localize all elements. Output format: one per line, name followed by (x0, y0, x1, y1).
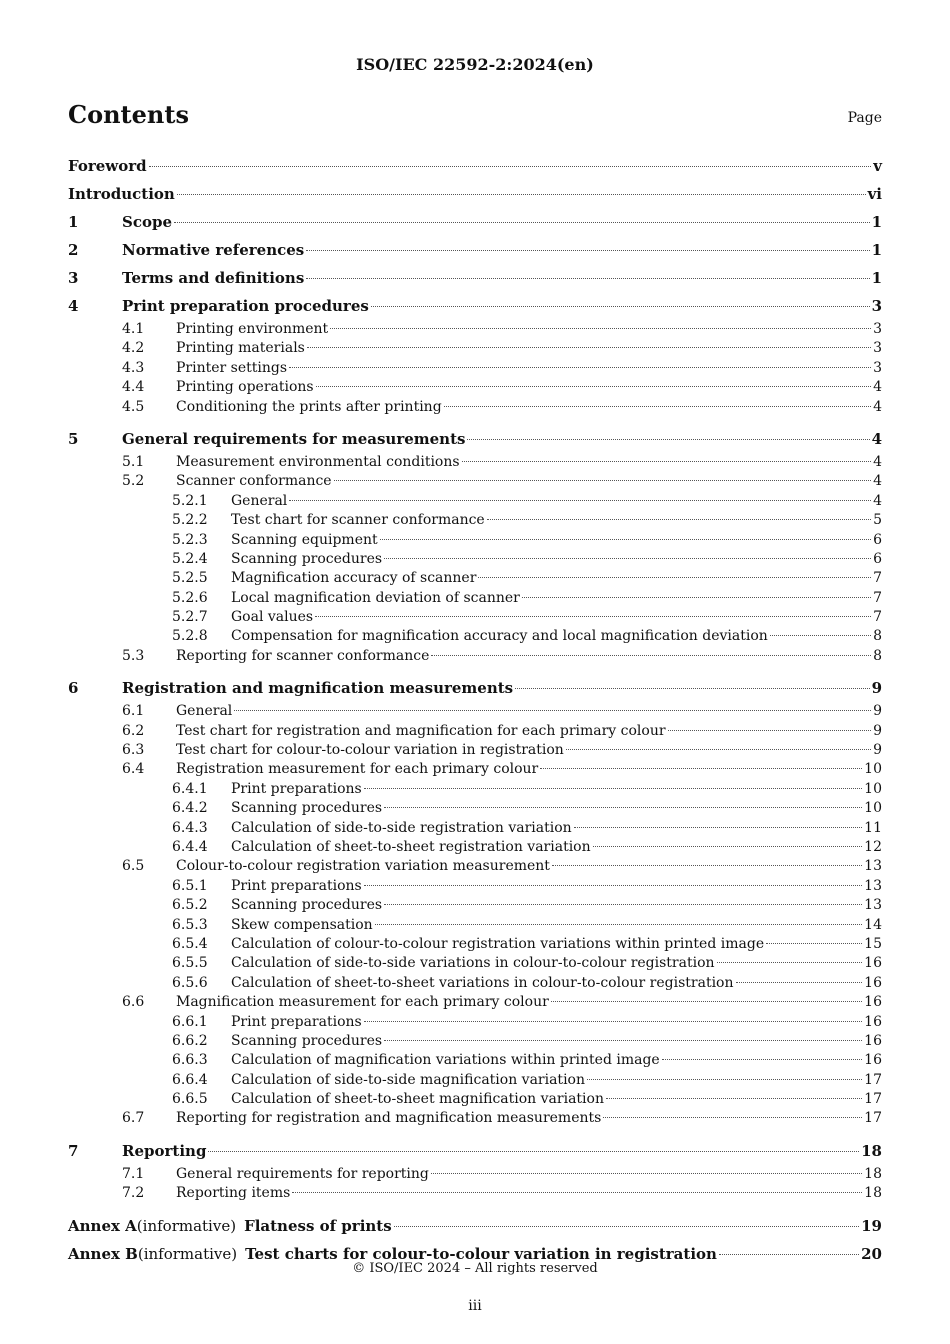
toc-entry[interactable] (68, 339, 882, 358)
toc-entry-title: Printing environment (176, 321, 329, 337)
dot-leader (587, 1079, 862, 1080)
toc-entry[interactable] (68, 819, 882, 838)
toc-entry-title: Conditioning the prints after printing (176, 398, 442, 415)
dot-leader (717, 962, 863, 963)
toc-entry-page: 16 (864, 955, 882, 972)
dot-leader (289, 500, 871, 501)
toc-entry-number: 5.2.6 (172, 589, 208, 606)
toc-entry-title: Calculation of sheet-to-sheet variations in colour-to-colour registration (231, 974, 734, 991)
dot-leader (515, 688, 869, 689)
toc-entry-title: Flatness of prints (244, 1216, 392, 1235)
toc-entry[interactable] (68, 236, 882, 264)
toc-entry-number: 5.2.7 (172, 609, 208, 626)
toc-entry-page: 4 (873, 453, 882, 470)
dot-leader (444, 406, 871, 407)
toc-entry[interactable] (68, 780, 882, 799)
dot-leader (593, 846, 863, 847)
toc-entry-page: 13 (864, 858, 882, 875)
toc-entry-number: 6.4.1 (172, 780, 208, 797)
dot-leader (364, 885, 862, 886)
dot-leader (380, 539, 871, 540)
copyright-footer: © ISO/IEC 2024 – All rights reserved (352, 1261, 598, 1276)
section-gap (68, 1204, 882, 1212)
toc-entry-title: Scanner conformance (176, 473, 332, 490)
dot-leader (736, 982, 863, 983)
dot-leader (431, 1173, 862, 1174)
dot-leader (208, 1151, 859, 1152)
toc-entry-number: 7.1 (122, 1165, 145, 1182)
toc-entry-page: 4 (871, 429, 882, 448)
table-of-contents (68, 152, 882, 1268)
toc-entry-number: 4.1 (122, 321, 145, 337)
toc-entry-title: Calculation of side-to-side magnification variation (231, 1071, 585, 1088)
toc-entry-page: 9 (871, 679, 882, 698)
toc-entry-page: 10 (864, 780, 882, 797)
toc-entry-title: Measurement environmental conditions (176, 453, 460, 470)
toc-entry-title: Print preparations (231, 1013, 362, 1030)
toc-entry[interactable] (68, 292, 882, 320)
toc-entry[interactable] (68, 569, 882, 588)
toc-entry[interactable] (68, 1090, 882, 1109)
toc-entry[interactable] (68, 589, 882, 608)
section-gap (68, 666, 882, 674)
toc-entry-title: Scanning procedures (231, 897, 383, 914)
dot-leader (487, 519, 871, 520)
toc-entry-title: Goal values (231, 609, 314, 626)
toc-entry-title: Reporting items (176, 1185, 291, 1202)
toc-entry-page: 8 (873, 647, 882, 664)
toc-entry[interactable] (68, 1212, 882, 1240)
dot-leader (384, 558, 871, 559)
dot-leader (315, 616, 871, 617)
toc-entry-number: 5 (68, 429, 79, 448)
toc-entry-page: 11 (864, 819, 882, 836)
toc-entry[interactable] (68, 647, 882, 666)
toc-entry-number: 6.5.2 (172, 897, 208, 914)
toc-entry-page: 17 (864, 1110, 882, 1127)
toc-entry[interactable] (68, 398, 882, 417)
toc-entry-page: 3 (871, 297, 882, 315)
toc-entry-number: 6.5.4 (172, 935, 208, 952)
toc-entry-page: 1 (871, 269, 882, 287)
toc-entry-page: 12 (864, 838, 882, 855)
toc-entry[interactable] (68, 1165, 882, 1184)
toc-entry-page: 6 (873, 531, 882, 548)
dot-leader (174, 222, 870, 223)
toc-entry-page: 10 (864, 800, 882, 817)
dot-leader (334, 480, 871, 481)
toc-entry[interactable] (68, 877, 882, 896)
toc-entry-number: 7.2 (122, 1185, 145, 1202)
dot-leader (307, 347, 871, 348)
toc-entry-page: 16 (864, 974, 882, 991)
dot-leader (234, 710, 871, 711)
toc-entry[interactable] (68, 838, 882, 857)
toc-entry-page: 4 (873, 379, 882, 396)
toc-entry-page: 4 (873, 473, 882, 490)
toc-entry-title: Compensation for magnification accuracy and local magnification deviation (231, 628, 768, 645)
toc-entry-page: 17 (864, 1071, 882, 1088)
toc-entry[interactable] (68, 1013, 882, 1032)
toc-entry-page: 17 (864, 1091, 882, 1108)
dot-leader (467, 439, 869, 440)
dot-leader (371, 306, 870, 307)
toc-entry-title: Calculation of sheet-to-sheet magnification variation (231, 1091, 604, 1108)
toc-entry[interactable] (68, 993, 882, 1012)
toc-entry-title: Calculation of colour-to-colour registration variations within printed image (231, 935, 765, 952)
section-gap (68, 417, 882, 425)
toc-entry-page: 3 (873, 340, 882, 357)
toc-entry[interactable] (68, 320, 882, 339)
toc-entry-number: 6.6.5 (172, 1091, 208, 1108)
toc-entry[interactable] (68, 180, 882, 208)
toc-entry[interactable] (68, 378, 882, 397)
toc-entry-title: Calculation of side-to-side variations in colour-to-colour registration (231, 955, 715, 972)
toc-entry-title: Magnification measurement for each primary colour (176, 994, 549, 1011)
dot-leader (566, 749, 871, 750)
toc-entry-page: 7 (873, 589, 882, 606)
toc-entry-number: 5.2 (122, 473, 145, 490)
toc-entry-page: vi (867, 185, 882, 203)
toc-entry[interactable] (68, 208, 882, 236)
toc-entry-page: 16 (864, 1032, 882, 1049)
toc-entry-title: Foreword (68, 157, 147, 175)
toc-entry-page: 13 (864, 877, 882, 894)
toc-entry[interactable] (68, 511, 882, 530)
toc-entry-number: 4.5 (122, 398, 145, 415)
toc-entry-page: 3 (873, 321, 882, 337)
dot-leader (551, 1001, 862, 1002)
toc-entry-page: 16 (864, 994, 882, 1011)
toc-entry-page: 5 (873, 512, 882, 529)
dot-leader (478, 577, 871, 578)
toc-entry-title: Calculation of magnification variations within printed image (231, 1052, 660, 1069)
toc-entry[interactable] (68, 722, 882, 741)
dot-leader (462, 461, 872, 462)
toc-entry-number: 6.6.4 (172, 1071, 208, 1088)
toc-entry-title: Test charts for colour-to-colour variation in registration (245, 1244, 717, 1263)
dot-leader (306, 250, 869, 251)
toc-entry-title: General requirements for measurements (122, 429, 466, 448)
toc-entry-number: 6.5 (122, 858, 145, 875)
toc-entry[interactable] (68, 359, 882, 378)
toc-entry-title: Registration measurement for each primary colour (176, 761, 539, 778)
toc-entry-number: 6.4.4 (172, 838, 208, 855)
toc-entry[interactable] (68, 1184, 882, 1203)
toc-entry-title: Calculation of sheet-to-sheet registration variation (231, 838, 591, 855)
toc-entry-number: 6.4.3 (172, 819, 208, 836)
toc-entry-title: Terms and definitions (122, 269, 305, 287)
toc-entry-number: 6.5.3 (172, 916, 208, 933)
toc-entry[interactable] (68, 425, 882, 453)
dot-leader (431, 655, 871, 656)
dot-leader (522, 597, 871, 598)
dot-leader (149, 166, 872, 167)
annex-label: Annex A (68, 1216, 137, 1235)
annex-note: (informative) (137, 1244, 238, 1263)
toc-entry-number: 4.4 (122, 379, 145, 396)
toc-entry[interactable] (68, 550, 882, 569)
toc-entry-page: v (873, 157, 882, 175)
dot-leader (375, 924, 862, 925)
dot-leader (384, 807, 862, 808)
dot-leader (603, 1117, 862, 1118)
toc-entry[interactable] (68, 935, 882, 954)
toc-entry-page: 13 (864, 897, 882, 914)
dot-leader (316, 386, 871, 387)
toc-entry-page: 15 (864, 935, 882, 952)
toc-entry-page: 18 (861, 1141, 882, 1160)
dot-leader (540, 768, 862, 769)
toc-entry-number: 6.5.5 (172, 955, 208, 972)
toc-entry[interactable] (68, 974, 882, 993)
toc-entry-number: 5.2.2 (172, 512, 208, 529)
toc-entry-page: 20 (861, 1244, 882, 1263)
toc-entry-page: 18 (864, 1165, 882, 1182)
toc-entry[interactable] (68, 702, 882, 721)
toc-entry-title: Scope (122, 213, 173, 231)
toc-entry[interactable] (68, 741, 882, 760)
annex-note: (informative) (136, 1216, 237, 1235)
toc-entry-title: Test chart for colour-to-colour variation in registration (176, 742, 564, 759)
toc-entry-title: General requirements for reporting (176, 1165, 429, 1182)
toc-entry-number: 4.3 (122, 359, 145, 376)
toc-entry[interactable] (68, 1051, 882, 1070)
toc-entry-title: Test chart for registration and magnification for each primary colour (176, 722, 666, 739)
toc-entry-page: 9 (873, 703, 882, 720)
toc-entry-number: 6.4 (122, 761, 145, 778)
dot-leader (364, 1021, 862, 1022)
toc-entry-number: 6.1 (122, 703, 145, 720)
toc-entry[interactable] (68, 608, 882, 627)
toc-entry-number: 5.2.3 (172, 531, 208, 548)
dot-leader (574, 827, 863, 828)
toc-entry-number: 6.2 (122, 722, 145, 739)
toc-entry-page: 3 (873, 359, 882, 376)
annex-label: Annex B (68, 1244, 138, 1263)
toc-entry-page: 16 (864, 1052, 882, 1069)
toc-entry-page: 18 (864, 1185, 882, 1202)
toc-entry[interactable] (68, 954, 882, 973)
toc-entry[interactable] (68, 1071, 882, 1090)
toc-entry-title: Scanning procedures (231, 550, 383, 567)
toc-entry-number: 6.4.2 (172, 800, 208, 817)
toc-entry-page: 9 (873, 742, 882, 759)
dot-leader (668, 730, 872, 731)
toc-entry-number: 5.2.1 (172, 492, 208, 509)
toc-entry-page: 19 (861, 1216, 882, 1235)
dot-leader (364, 788, 862, 789)
page-column-label: Page (847, 110, 882, 126)
toc-entry[interactable] (68, 1137, 882, 1165)
dot-leader (306, 278, 869, 279)
toc-entry-title: Print preparation procedures (122, 297, 369, 315)
toc-entry[interactable] (68, 799, 882, 818)
toc-entry[interactable] (68, 896, 882, 915)
toc-entry-title: Scanning equipment (231, 531, 378, 548)
toc-entry-page: 14 (864, 916, 882, 933)
toc-entry-page: 10 (864, 761, 882, 778)
toc-entry-title: Reporting (122, 1141, 207, 1160)
toc-entry[interactable] (68, 674, 882, 702)
page-number: iii (468, 1298, 482, 1314)
toc-entry[interactable] (68, 264, 882, 292)
toc-entry-number: 6.7 (122, 1110, 145, 1127)
toc-entry-page: 1 (871, 213, 882, 231)
toc-entry-number: 5.2.8 (172, 628, 208, 645)
toc-entry-title: Skew compensation (231, 916, 373, 933)
toc-entry-title: Registration and magnification measurements (122, 679, 514, 698)
toc-entry-number: 5.2.5 (172, 570, 208, 587)
dot-leader (384, 1040, 862, 1041)
toc-entry-title: Reporting for scanner conformance (176, 647, 430, 664)
toc-entry[interactable] (68, 492, 882, 511)
toc-entry-number: 6.6.2 (172, 1032, 208, 1049)
dot-leader (330, 328, 871, 329)
dot-leader (606, 1098, 862, 1099)
dot-leader (662, 1059, 862, 1060)
toc-entry-number: 2 (68, 241, 79, 259)
toc-entry-number: 6.6 (122, 994, 145, 1011)
toc-entry-number: 6.3 (122, 742, 145, 759)
toc-entry-number: 5.1 (122, 453, 145, 470)
toc-entry-number: 4 (68, 297, 79, 315)
toc-entry-number: 5.2.4 (172, 550, 208, 567)
toc-entry-title: General (176, 703, 233, 720)
toc-entry[interactable] (68, 152, 882, 180)
toc-entry-number: 3 (68, 269, 79, 287)
toc-entry-page: 1 (871, 241, 882, 259)
toc-entry-number: 6.6.3 (172, 1052, 208, 1069)
toc-entry[interactable] (68, 1109, 882, 1128)
dot-leader (177, 194, 866, 195)
dot-leader (719, 1254, 859, 1255)
toc-entry-page: 6 (873, 550, 882, 567)
toc-entry-title: Calculation of side-to-side registration variation (231, 819, 572, 836)
toc-entry[interactable] (68, 453, 882, 472)
toc-entry-title: Scanning procedures (231, 800, 383, 817)
toc-entry-title: Magnification accuracy of scanner (231, 570, 477, 587)
toc-entry-title: Test chart for scanner conformance (231, 512, 485, 529)
dot-leader (552, 865, 862, 866)
page-title: Contents (68, 100, 189, 129)
toc-entry-number: 6.5.1 (172, 877, 208, 894)
dot-leader (289, 367, 871, 368)
toc-entry-title: Colour-to-colour registration variation measurement (176, 858, 550, 875)
dot-leader (770, 635, 871, 636)
toc-entry-title: Normative references (122, 241, 305, 259)
toc-entry[interactable] (68, 472, 882, 491)
toc-entry-title: Printing operations (176, 379, 314, 396)
toc-entry[interactable] (68, 916, 882, 935)
toc-entry-title: Introduction (68, 185, 175, 203)
toc-entry-page: 7 (873, 609, 882, 626)
toc-entry[interactable] (68, 760, 882, 779)
toc-entry[interactable] (68, 627, 882, 646)
toc-entry-title: Scanning procedures (231, 1032, 383, 1049)
toc-entry-title: Local magnification deviation of scanner (231, 589, 520, 606)
toc-entry-number: 6 (68, 679, 79, 698)
toc-entry-page: 9 (873, 722, 882, 739)
document-header: ISO/IEC 22592-2:2024(en) (356, 55, 594, 74)
toc-entry-page: 16 (864, 1013, 882, 1030)
dot-leader (394, 1226, 859, 1227)
toc-entry-title: Print preparations (231, 877, 362, 894)
toc-entry[interactable] (68, 857, 882, 876)
toc-entry[interactable] (68, 1032, 882, 1051)
section-gap (68, 1129, 882, 1137)
dot-leader (292, 1192, 862, 1193)
toc-entry-number: 1 (68, 213, 79, 231)
toc-entry-number: 5.3 (122, 647, 145, 664)
toc-entry-number: 4.2 (122, 340, 145, 357)
toc-entry[interactable] (68, 531, 882, 550)
toc-entry-title: Reporting for registration and magnification measurements (176, 1110, 602, 1127)
toc-entry-page: 8 (873, 628, 882, 645)
toc-entry-page: 7 (873, 570, 882, 587)
toc-entry-page: 4 (873, 398, 882, 415)
toc-entry-title: Printing materials (176, 340, 305, 357)
toc-entry-number: 6.5.6 (172, 974, 208, 991)
toc-entry-number: 7 (68, 1141, 79, 1160)
dot-leader (384, 904, 862, 905)
toc-entry-title: Printer settings (176, 359, 288, 376)
toc-entry-title: General (231, 492, 288, 509)
toc-entry-number: 6.6.1 (172, 1013, 208, 1030)
dot-leader (766, 943, 862, 944)
toc-entry-title: Print preparations (231, 780, 362, 797)
toc-entry-page: 4 (873, 492, 882, 509)
